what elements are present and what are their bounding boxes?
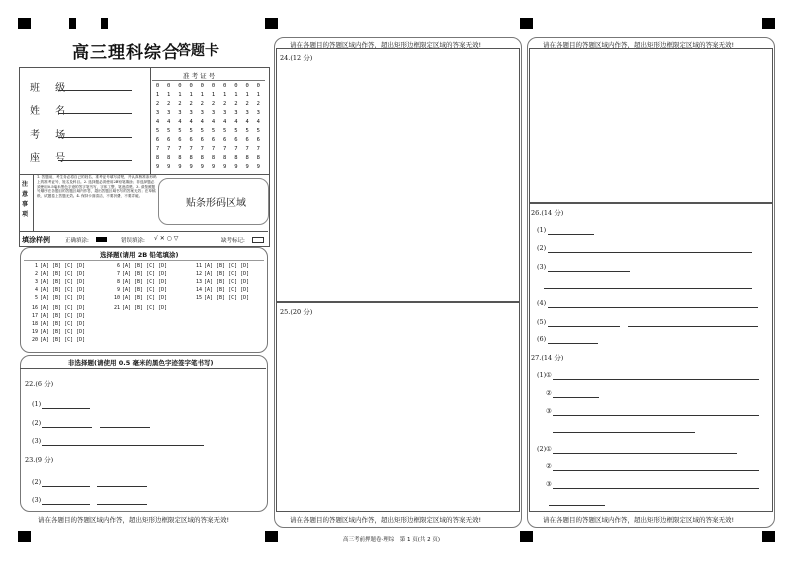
id-digit-bubble[interactable]: 2 [223,101,227,107]
mc-question-row[interactable] [194,279,249,285]
mc-question-number: 10 [113,295,120,301]
registration-mark [762,531,775,542]
mc-options[interactable]: [A] [B] [C] [D] [204,263,250,269]
id-digit-bubble[interactable]: 4 [155,119,160,125]
q26-part2: (2) [537,244,547,252]
mc-question-row[interactable] [112,271,167,277]
mc-question-number: 19 [31,329,38,335]
mc-options[interactable]: [A] [B] [C] [D] [204,271,250,277]
q26-answer-1[interactable] [548,234,594,235]
mc-options[interactable]: [A] [B] [C] [D] [122,263,168,269]
mc-question-number: 3 [34,279,38,285]
q22-part1: (1) [32,400,42,408]
q27-answer-2-1[interactable] [553,453,737,454]
mc-options[interactable]: [A] [B] [C] [D] [204,295,250,301]
id-digit-bubble[interactable]: 0 [256,83,260,89]
mc-question-number: 15 [195,295,202,301]
id-digit-bubble[interactable]: 0 [211,83,216,89]
mc-question-number: 11 [195,263,202,269]
id-digit-bubble[interactable]: 8 [256,155,260,161]
q27-answer-1-3b[interactable] [553,432,695,433]
id-digit-column [197,82,208,172]
id-digit-bubble[interactable]: 8 [234,155,238,161]
mc-options[interactable]: [A] [B] [C] [D] [40,271,86,277]
registration-mark [18,18,31,29]
mc-options[interactable]: [A] [B] [C] [D] [40,321,86,327]
id-digit-bubble[interactable]: 6 [200,137,204,143]
q27-p1-c2: ② [546,389,552,397]
mc-question-row[interactable] [112,263,167,269]
seat-label: 座 号 [30,153,72,164]
id-digit-bubble[interactable]: 1 [178,92,182,98]
id-digit-bubble[interactable]: 7 [211,146,216,152]
q24-label: 24.(12 分) [280,54,313,62]
id-digit-bubble[interactable]: 8 [155,155,160,161]
id-digit-bubble[interactable]: 4 [245,119,249,125]
mc-question-number: 7 [116,271,120,277]
id-digit-bubble[interactable]: 1 [245,92,249,98]
id-digit-bubble[interactable]: 8 [223,155,227,161]
fill-sample-row [19,231,268,232]
mc-question-row[interactable] [30,263,85,269]
class-label: 班 级 [30,83,72,94]
id-digit-bubble[interactable]: 0 [189,83,193,89]
id-digit-bubble[interactable]: 7 [256,146,260,152]
id-digit-bubble[interactable]: 7 [189,146,193,152]
mc-question-row[interactable] [194,263,249,269]
q23-answer-2a[interactable] [42,486,90,487]
id-box-title: 准 考 证 号 [183,72,216,80]
q26-part5: (5) [537,318,547,326]
id-write-row[interactable] [152,80,265,81]
id-digit-bubble[interactable]: 0 [178,83,182,89]
registration-mark [101,18,108,29]
id-digit-bubble[interactable]: 2 [211,101,216,107]
id-digit-bubble[interactable]: 6 [189,137,193,143]
mc-question-row[interactable] [112,287,167,293]
id-digit-bubble[interactable]: 8 [200,155,204,161]
mc-options[interactable]: [A] [B] [C] [D] [40,305,86,311]
id-digit-bubble[interactable]: 3 [256,110,260,116]
id-digit-column [230,82,241,172]
id-digit-bubble[interactable]: 7 [200,146,204,152]
q26-answer-2[interactable] [548,252,752,253]
id-digit-bubble[interactable]: 7 [178,146,182,152]
mc-question-row[interactable] [30,305,85,311]
wrong-fill-marks: √ ✕ ○ ▽ [154,235,179,242]
middle-bottom-warning: 请在各题目的答题区域内作答，超出矩形边框限定区域的答案无效! [290,516,482,524]
q26-answer-6[interactable] [548,343,598,344]
right-bottom-warning: 请在各题目的答题区域内作答，超出矩形边框限定区域的答案无效! [543,516,735,524]
id-digit-bubble[interactable]: 1 [256,92,260,98]
id-digit-bubble[interactable]: 9 [245,164,249,170]
nonmc-title: 非选择题(请使用 0.5 毫米的黑色字迹签字笔书写) [68,359,214,367]
id-digit-bubble[interactable]: 2 [155,101,160,107]
id-digit-bubble[interactable]: 9 [234,164,238,170]
id-digit-bubble[interactable]: 3 [234,110,238,116]
id-digit-column [219,82,230,172]
q25-continuation-box [529,48,773,203]
id-digit-bubble[interactable]: 5 [223,128,227,134]
id-digit-bubble[interactable]: 3 [200,110,204,116]
q22-answer-1[interactable] [42,408,90,409]
absent-label: 缺考标记: [221,238,245,244]
mc-question-number: 18 [31,321,38,327]
q27-p1-c3: ③ [546,407,552,415]
mc-options[interactable]: [A] [B] [C] [D] [122,295,168,301]
id-digit-bubble[interactable]: 6 [234,137,238,143]
q27-answer-2-2[interactable] [553,470,759,471]
mc-options[interactable]: [A] [B] [C] [D] [40,329,86,335]
registration-mark [265,531,278,542]
id-digit-bubble[interactable]: 1 [155,92,160,98]
q27-label: 27.(14 分) [531,354,564,362]
mc-options[interactable]: [A] [B] [C] [D] [122,287,168,293]
mc-question-number: 20 [31,337,38,343]
mc-question-row[interactable] [194,295,249,301]
id-digit-bubble[interactable]: 3 [167,110,171,116]
mc-question-row[interactable] [30,279,85,285]
mc-options[interactable]: [A] [B] [C] [D] [40,313,86,319]
mc-options[interactable]: [A] [B] [C] [D] [40,279,86,285]
id-digit-bubble[interactable]: 3 [211,110,216,116]
id-digit-bubble[interactable]: 6 [211,137,216,143]
id-digit-bubble[interactable]: 5 [200,128,204,134]
id-digit-bubble[interactable]: 5 [211,128,216,134]
registration-mark [520,18,533,29]
mc-options[interactable]: [A] [B] [C] [D] [122,271,168,277]
q27-answer-1-3a[interactable] [553,415,759,416]
id-digit-bubble[interactable]: 4 [178,119,182,125]
absent-checkbox[interactable] [252,237,264,243]
id-digit-bubble[interactable]: 9 [178,164,182,170]
q26-answer-5a[interactable] [548,326,620,327]
id-digit-bubble[interactable]: 9 [167,164,171,170]
q26-part1: (1) [537,226,547,234]
id-digit-bubble[interactable]: 5 [167,128,171,134]
mc-question-number: 14 [195,287,202,293]
mc-options[interactable]: [A] [B] [C] [D] [40,263,86,269]
right-top-warning: 请在各题目的答题区域内作答，超出矩形边框限定区域的答案无效! [543,41,735,49]
id-digit-column [163,82,174,172]
q27-p1-c1: ① [546,371,552,379]
q22-answer-2b[interactable] [100,427,150,428]
room-field[interactable] [58,137,132,138]
mc-question-number: 1 [34,263,38,269]
mc-question-number: 5 [34,295,38,301]
id-digit-bubble[interactable]: 1 [200,92,204,98]
mc-options[interactable]: [A] [B] [C] [D] [40,287,86,293]
q23-answer-3b[interactable] [97,504,147,505]
q26-part6: (6) [537,335,547,343]
registration-mark [520,531,533,542]
id-digit-bubble[interactable]: 8 [211,155,216,161]
id-digit-bubble[interactable]: 2 [256,101,260,107]
id-digit-bubble[interactable]: 9 [256,164,260,170]
mc-question-row[interactable] [112,295,167,301]
id-digit-bubble[interactable]: 0 [223,83,227,89]
id-digit-bubble[interactable]: 0 [234,83,238,89]
id-digit-bubble[interactable]: 3 [223,110,227,116]
id-digit-bubble[interactable]: 0 [155,83,160,89]
mc-question-row[interactable] [112,305,167,311]
sheet-subtitle: 答题卡 [177,43,219,59]
q27-p2-c3: ③ [546,480,552,488]
id-digit-bubble[interactable]: 7 [155,146,160,152]
registration-mark [69,18,76,29]
id-digit-bubble[interactable]: 1 [234,92,238,98]
mc-question-number: 17 [31,313,38,319]
q26-27-box [529,203,773,512]
id-digit-bubble[interactable]: 9 [155,164,160,170]
q23-answer-3a[interactable] [42,504,90,505]
name-label: 姓 名 [30,106,72,117]
wrong-fill-label: 错误填涂: [121,238,145,244]
id-digit-column [242,82,253,172]
notes-label: 注意事项 [22,181,29,218]
id-digit-bubble[interactable]: 2 [189,101,193,107]
id-digit-bubble[interactable]: 5 [189,128,193,134]
id-digit-bubble[interactable]: 4 [189,119,193,125]
id-digit-bubble[interactable]: 4 [256,119,260,125]
id-digit-bubble[interactable]: 1 [189,92,193,98]
mc-question-row[interactable] [194,271,249,277]
id-digit-bubble[interactable]: 5 [155,128,160,134]
id-digit-bubble[interactable]: 1 [211,92,216,98]
id-digit-bubble[interactable]: 5 [178,128,182,134]
id-digit-bubble[interactable]: 2 [178,101,182,107]
q27-answer-2-3b[interactable] [549,505,605,506]
id-digit-bubble[interactable]: 0 [245,83,249,89]
q23-part3: (3) [32,496,42,504]
sheet-title: 高三理科综合 [72,43,180,63]
q25-box [276,302,520,512]
mc-question-row[interactable] [30,295,85,301]
id-digit-bubble[interactable]: 6 [245,137,249,143]
id-digit-bubble[interactable]: 7 [167,146,171,152]
registration-mark [18,531,31,542]
mc-question-row[interactable] [30,337,85,343]
id-digit-column [174,82,185,172]
q27-answer-1-2[interactable] [553,397,599,398]
id-digit-bubble[interactable]: 8 [189,155,193,161]
mc-options[interactable]: [A] [B] [C] [D] [204,287,250,293]
q25-label: 25.(20 分) [280,308,313,316]
q22-part2: (2) [32,419,42,427]
id-digit-bubble[interactable]: 6 [178,137,182,143]
id-digit-bubble[interactable]: 1 [167,92,171,98]
id-digit-bubble[interactable]: 5 [234,128,238,134]
room-label: 考 场 [30,130,72,141]
id-digit-bubble[interactable]: 9 [189,164,193,170]
barcode-label: 贴条形码区域 [186,198,246,209]
mc-options[interactable]: [A] [B] [C] [D] [122,305,168,311]
mc-question-row[interactable] [30,287,85,293]
mc-question-number: 2 [34,271,38,277]
mc-title-rule [24,260,264,261]
correct-fill-mark [96,237,107,242]
middle-top-warning: 请在各题目的答题区域内作答，超出矩形边框限定区域的答案无效! [290,41,482,49]
q27-part1: (1) [537,371,547,379]
q27-answer-1-1[interactable] [553,379,759,380]
id-digit-bubble[interactable]: 9 [211,164,216,170]
mc-options[interactable]: [A] [B] [C] [D] [204,279,250,285]
q22-part3: (3) [32,437,42,445]
left-bottom-warning: 请在各题目的答题区域内作答，超出矩形边框限定区域的答案无效! [38,516,230,524]
id-digit-bubble[interactable]: 4 [223,119,227,125]
q23-label: 23.(9 分) [25,456,54,464]
mc-options[interactable]: [A] [B] [C] [D] [40,295,86,301]
mc-question-row[interactable] [30,271,85,277]
q22-23-box [20,368,266,509]
mc-question-row[interactable] [112,279,167,285]
mc-question-row[interactable] [30,313,85,319]
id-digit-bubble[interactable]: 7 [234,146,238,152]
mc-question-number: 9 [116,287,120,293]
mc-question-row[interactable] [30,321,85,327]
id-digit-bubble[interactable]: 3 [245,110,249,116]
q22-label: 22.(6 分) [25,380,54,388]
id-digit-bubble[interactable]: 3 [178,110,182,116]
q26-part4: (4) [537,299,547,307]
mc-question-row[interactable] [30,329,85,335]
mc-question-number: 8 [116,279,120,285]
q22-answer-2a[interactable] [42,427,92,428]
id-digit-bubble[interactable]: 5 [256,128,260,134]
id-digit-bubble[interactable]: 5 [245,128,249,134]
q27-part2: (2) [537,445,547,453]
id-digit-bubble[interactable]: 6 [155,137,160,143]
id-digit-bubble[interactable]: 7 [223,146,227,152]
q23-answer-2b[interactable] [97,486,147,487]
q27-answer-2-3a[interactable] [553,488,759,489]
name-field[interactable] [58,113,132,114]
mc-question-number: 4 [34,287,38,293]
q22-answer-3[interactable] [42,445,204,446]
id-digit-bubble[interactable]: 3 [189,110,193,116]
mc-question-number: 13 [195,279,202,285]
mc-question-number: 6 [116,263,120,269]
fill-sample-label: 填涂样例 [22,235,50,244]
id-digit-bubble[interactable]: 9 [223,164,227,170]
q26-answer-3a[interactable] [548,271,630,272]
id-digit-column [152,82,163,172]
mc-question-row[interactable] [194,287,249,293]
id-digit-bubble[interactable]: 6 [167,137,171,143]
mc-options[interactable]: [A] [B] [C] [D] [122,279,168,285]
q23-part2: (2) [32,478,42,486]
q27-p2-c1: ① [546,445,552,453]
id-digit-bubble[interactable]: 8 [167,155,171,161]
class-field[interactable] [58,90,132,91]
q26-answer-3b[interactable] [544,288,752,289]
mc-question-number: 16 [31,305,38,311]
id-digit-bubble[interactable]: 4 [234,119,238,125]
registration-mark [762,18,775,29]
id-digit-bubble[interactable]: 6 [256,137,260,143]
q26-answer-5b[interactable] [628,326,758,327]
id-digit-bubble[interactable]: 8 [178,155,182,161]
id-digit-bubble[interactable]: 8 [245,155,249,161]
q27-p2-c2: ② [546,462,552,470]
id-digit-bubble[interactable]: 1 [223,92,227,98]
correct-fill-label: 正确填涂: [65,238,89,244]
q24-box [276,48,520,302]
page-footer: 高三考前押题卷·理综 第 1 页(共 2 页) [343,537,441,543]
notes-text: 1. 答题前，考生务必将自己的姓名、准考证号填写清楚，并认真核准条形码上的准考证号、姓名及科目。2. 选择题必须使用2B铅笔填涂；非选择题必须使用0.5毫米黑色字迹的签字笔书写，字体工整，笔迹清楚。3. 请按照题号顺序在各题目的答题区域内作答，超出答题区域书写的答案无效；在草稿纸、试题卷上答题无效。4. 保持卡面清洁，不要折叠、不要弄破。 [37,175,157,199]
seat-field[interactable] [58,160,132,161]
mc-question-number: 21 [113,305,120,311]
id-digit-bubble[interactable]: 4 [200,119,204,125]
id-digit-bubble[interactable]: 3 [155,110,160,116]
registration-mark [265,18,278,29]
id-digit-bubble[interactable]: 6 [223,137,227,143]
id-digit-bubble[interactable]: 0 [200,83,204,89]
mc-options[interactable]: [A] [B] [C] [D] [40,337,86,343]
id-digit-bubble[interactable]: 0 [167,83,171,89]
mc-question-number: 12 [195,271,202,277]
id-digit-bubble[interactable]: 9 [200,164,204,170]
id-digit-column [208,82,219,172]
id-digit-column [253,82,264,172]
id-digit-bubble[interactable]: 2 [200,101,204,107]
q26-label: 26.(14 分) [531,209,564,217]
id-digit-bubble[interactable]: 4 [167,119,171,125]
id-digit-column [186,82,197,172]
id-digit-bubble[interactable]: 4 [211,119,216,125]
q26-part3: (3) [537,263,547,271]
id-digit-bubble[interactable]: 2 [167,101,171,107]
id-digit-bubble[interactable]: 2 [245,101,249,107]
id-digit-bubble[interactable]: 7 [245,146,249,152]
mc-title: 选择题(请用 2B 铅笔填涂) [100,251,179,259]
id-digit-bubble[interactable]: 2 [234,101,238,107]
q26-answer-4[interactable] [548,307,758,308]
